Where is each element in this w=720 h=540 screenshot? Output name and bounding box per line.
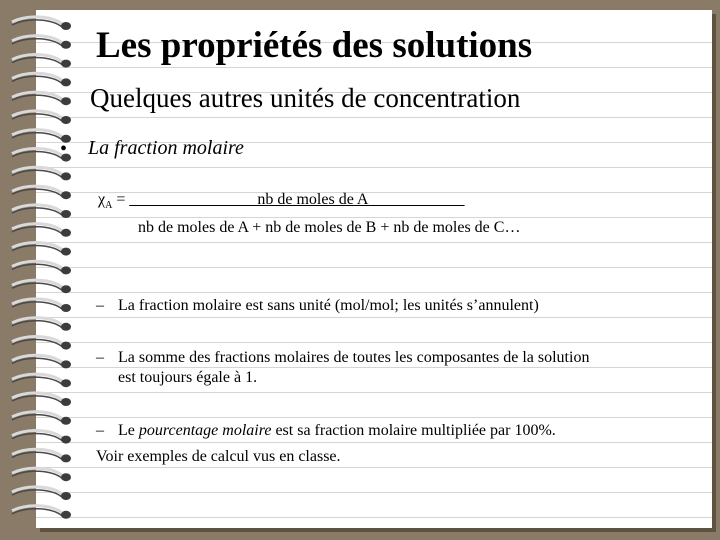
spiral-binding xyxy=(6,14,76,524)
spiral-ring xyxy=(12,224,71,237)
dash-marker: – xyxy=(96,297,104,314)
spiral-ring xyxy=(12,468,71,481)
point-percentage xyxy=(96,421,556,441)
formula-numerator-line xyxy=(98,191,464,211)
spiral-ring xyxy=(12,280,71,293)
spiral-ring xyxy=(12,487,71,500)
point-text: La somme des fractions molaires de toutes les composantes de la solution xyxy=(118,349,590,366)
dash-marker: – xyxy=(96,422,104,439)
spiral-ring xyxy=(12,167,71,180)
spiral-ring xyxy=(12,92,71,105)
formula-rule-lead: ________________ xyxy=(129,191,258,208)
spiral-ring xyxy=(12,431,71,444)
spiral-ring xyxy=(12,318,71,331)
point-text-italic: pourcentage molaire xyxy=(138,422,272,439)
spiral-ring xyxy=(12,355,71,368)
point-text-post: est sa fraction molaire multipliée par 100%. xyxy=(271,422,556,439)
spiral-ring xyxy=(12,374,71,387)
spiral-ring xyxy=(12,449,71,462)
spiral-ring xyxy=(12,186,71,199)
spiral-ring xyxy=(12,243,71,256)
spiral-ring xyxy=(12,205,71,218)
point-sum xyxy=(96,348,676,388)
spiral-ring xyxy=(12,111,71,124)
slide-subtitle: Quelques autres unités de concentration xyxy=(90,83,521,113)
section-title: La fraction molaire xyxy=(88,137,244,159)
see-examples-note: Voir exemples de calcul vus en classe. xyxy=(96,448,341,465)
formula-denominator: nb de moles de A + nb de moles de B + nb de moles de C… xyxy=(138,219,521,236)
spiral-ring xyxy=(12,36,71,49)
formula-rule-trail: ____________ xyxy=(368,191,465,208)
bullet-icon: • xyxy=(60,138,68,160)
formula-numerator: nb de moles de A xyxy=(257,191,369,208)
spiral-ring xyxy=(12,299,71,312)
spiral-ring xyxy=(12,261,71,274)
point-text-pre: Le xyxy=(118,422,139,439)
formula-equals: = xyxy=(112,191,130,208)
spiral-ring xyxy=(12,337,71,350)
point-unitless xyxy=(96,296,539,316)
spiral-ring xyxy=(12,506,71,519)
spiral-ring xyxy=(12,393,71,406)
spiral-ring xyxy=(12,73,71,86)
dash-marker: – xyxy=(96,349,104,366)
spiral-ring xyxy=(12,412,71,425)
point-text: La fraction molaire est sans unité (mol/mol; les unités s’annulent) xyxy=(118,297,539,314)
slide-title: Les propriétés des solutions xyxy=(96,25,533,66)
point-text-continued: est toujours égale à 1. xyxy=(118,369,258,386)
chi-subscript: A xyxy=(105,200,113,212)
chi-symbol: χ xyxy=(98,191,106,208)
spiral-ring xyxy=(12,55,71,68)
spiral-ring xyxy=(12,17,71,30)
